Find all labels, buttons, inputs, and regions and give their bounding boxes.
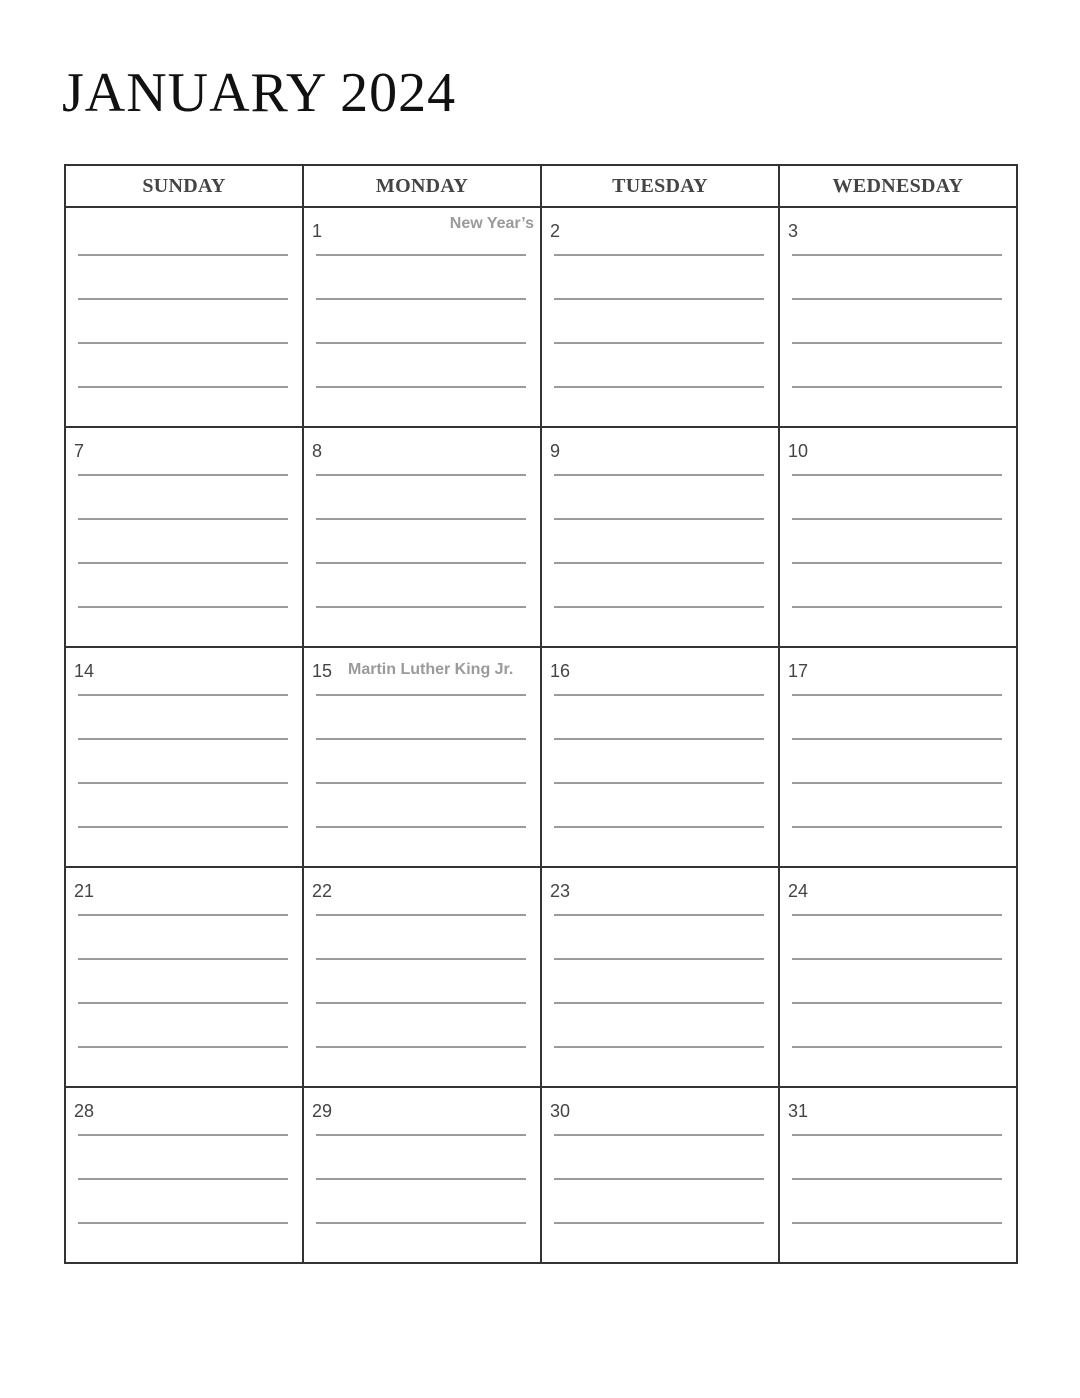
day-number: 29 [312, 1101, 333, 1121]
note-line [554, 1002, 764, 1004]
note-line [78, 1134, 288, 1136]
note-lines [78, 1134, 288, 1266]
day-cell[interactable] [303, 867, 541, 1087]
note-lines [554, 1134, 764, 1266]
note-lines [792, 254, 1002, 430]
note-line [792, 474, 1002, 476]
note-line [316, 1222, 526, 1224]
note-line [554, 1222, 764, 1224]
note-lines [792, 914, 1002, 1090]
day-number: 21 [74, 881, 95, 901]
note-line [78, 694, 288, 696]
day-cell[interactable] [303, 207, 541, 427]
note-line [792, 826, 1002, 828]
note-line [554, 782, 764, 784]
week-row [65, 1087, 1017, 1263]
note-line [554, 518, 764, 520]
day-cell[interactable] [541, 1087, 779, 1263]
note-line [316, 342, 526, 344]
note-line [78, 518, 288, 520]
note-line [792, 606, 1002, 608]
note-lines [316, 914, 526, 1090]
note-lines [554, 914, 764, 1090]
note-line [792, 342, 1002, 344]
note-line [78, 1222, 288, 1224]
note-line [792, 254, 1002, 256]
note-line [792, 782, 1002, 784]
note-line [78, 386, 288, 388]
note-line [554, 254, 764, 256]
note-line [78, 1046, 288, 1048]
day-cell[interactable] [65, 867, 303, 1087]
note-line [554, 694, 764, 696]
week-row [65, 867, 1017, 1087]
note-line [792, 694, 1002, 696]
note-line [78, 782, 288, 784]
note-line [316, 562, 526, 564]
weekday-header-wednesday: WEDNESDAY [779, 165, 1017, 207]
day-cell[interactable] [65, 1087, 303, 1263]
note-lines [792, 474, 1002, 650]
day-number: 2 [550, 221, 561, 241]
note-lines [792, 1134, 1002, 1266]
note-line [792, 914, 1002, 916]
note-line [554, 1134, 764, 1136]
note-line [554, 914, 764, 916]
note-line [792, 958, 1002, 960]
day-number: 3 [788, 221, 799, 241]
day-number: 14 [74, 661, 95, 681]
note-line [316, 298, 526, 300]
note-lines [78, 694, 288, 870]
weekday-header-row [65, 165, 1017, 207]
weekday-header-sunday: SUNDAY [65, 165, 303, 207]
weekday-header-tuesday: TUESDAY [541, 165, 779, 207]
week-row [65, 207, 1017, 427]
calendar-title: JANUARY 2024 [62, 62, 457, 124]
day-number: 23 [550, 881, 571, 901]
note-line [792, 1134, 1002, 1136]
day-cell[interactable] [779, 867, 1017, 1087]
note-line [316, 386, 526, 388]
note-line [316, 1002, 526, 1004]
note-line [78, 342, 288, 344]
calendar-grid [64, 164, 1018, 1264]
note-lines [316, 254, 526, 430]
note-line [316, 1178, 526, 1180]
weekday-header-monday: MONDAY [303, 165, 541, 207]
day-cell[interactable] [65, 647, 303, 867]
note-line [554, 474, 764, 476]
day-cell[interactable] [303, 427, 541, 647]
note-line [78, 298, 288, 300]
note-line [316, 914, 526, 916]
note-line [78, 826, 288, 828]
note-line [316, 1046, 526, 1048]
note-line [554, 738, 764, 740]
note-line [316, 254, 526, 256]
note-line [554, 1046, 764, 1048]
day-cell[interactable] [541, 647, 779, 867]
note-lines [316, 1134, 526, 1266]
note-line [78, 958, 288, 960]
note-line [554, 826, 764, 828]
note-line [554, 298, 764, 300]
note-lines [78, 914, 288, 1090]
day-number: 16 [550, 661, 571, 681]
day-number: 24 [788, 881, 809, 901]
day-cell[interactable] [303, 1087, 541, 1263]
note-line [316, 782, 526, 784]
day-number: 31 [788, 1101, 809, 1121]
note-line [78, 254, 288, 256]
note-lines [78, 474, 288, 650]
day-cell[interactable] [779, 207, 1017, 427]
note-line [792, 562, 1002, 564]
day-cell[interactable] [779, 427, 1017, 647]
note-lines [554, 254, 764, 430]
day-number: 1 [312, 221, 323, 241]
note-line [792, 1222, 1002, 1224]
week-row [65, 647, 1017, 867]
day-cell[interactable] [779, 1087, 1017, 1263]
note-line [554, 342, 764, 344]
note-line [554, 958, 764, 960]
day-number: 10 [788, 441, 809, 461]
day-cell[interactable] [779, 647, 1017, 867]
note-line [792, 738, 1002, 740]
note-lines [316, 694, 526, 870]
note-line [78, 474, 288, 476]
note-line [78, 914, 288, 916]
day-number: 22 [312, 881, 333, 901]
note-line [792, 1046, 1002, 1048]
note-line [78, 606, 288, 608]
note-line [792, 1178, 1002, 1180]
note-line [316, 958, 526, 960]
note-line [316, 826, 526, 828]
note-line [554, 562, 764, 564]
note-line [792, 518, 1002, 520]
note-line [78, 738, 288, 740]
day-cell[interactable] [303, 647, 541, 867]
day-cell[interactable] [65, 427, 303, 647]
note-line [792, 1002, 1002, 1004]
day-cell[interactable] [541, 207, 779, 427]
note-line [554, 386, 764, 388]
note-line [78, 1178, 288, 1180]
note-lines [78, 254, 288, 430]
note-line [792, 298, 1002, 300]
note-line [78, 1002, 288, 1004]
note-line [316, 606, 526, 608]
note-lines [316, 474, 526, 650]
day-cell-empty[interactable] [65, 207, 303, 427]
note-line [78, 562, 288, 564]
note-lines [792, 694, 1002, 870]
holiday-label: Martin Luther King Jr. [348, 661, 514, 678]
day-number: 30 [550, 1101, 571, 1121]
day-number: 17 [788, 661, 809, 681]
week-row [65, 427, 1017, 647]
day-number: 9 [550, 441, 561, 461]
holiday-label: New Year’s [449, 215, 534, 232]
note-line [316, 738, 526, 740]
note-line [792, 386, 1002, 388]
note-line [316, 694, 526, 696]
day-number: 8 [312, 441, 323, 461]
note-line [554, 1178, 764, 1180]
note-line [316, 518, 526, 520]
day-number: 7 [74, 441, 85, 461]
day-number: 28 [74, 1101, 95, 1121]
day-cell[interactable] [541, 427, 779, 647]
day-number: 15 [312, 661, 333, 681]
day-cell[interactable] [541, 867, 779, 1087]
note-line [316, 1134, 526, 1136]
note-line [316, 474, 526, 476]
note-line [554, 606, 764, 608]
note-lines [554, 474, 764, 650]
note-lines [554, 694, 764, 870]
